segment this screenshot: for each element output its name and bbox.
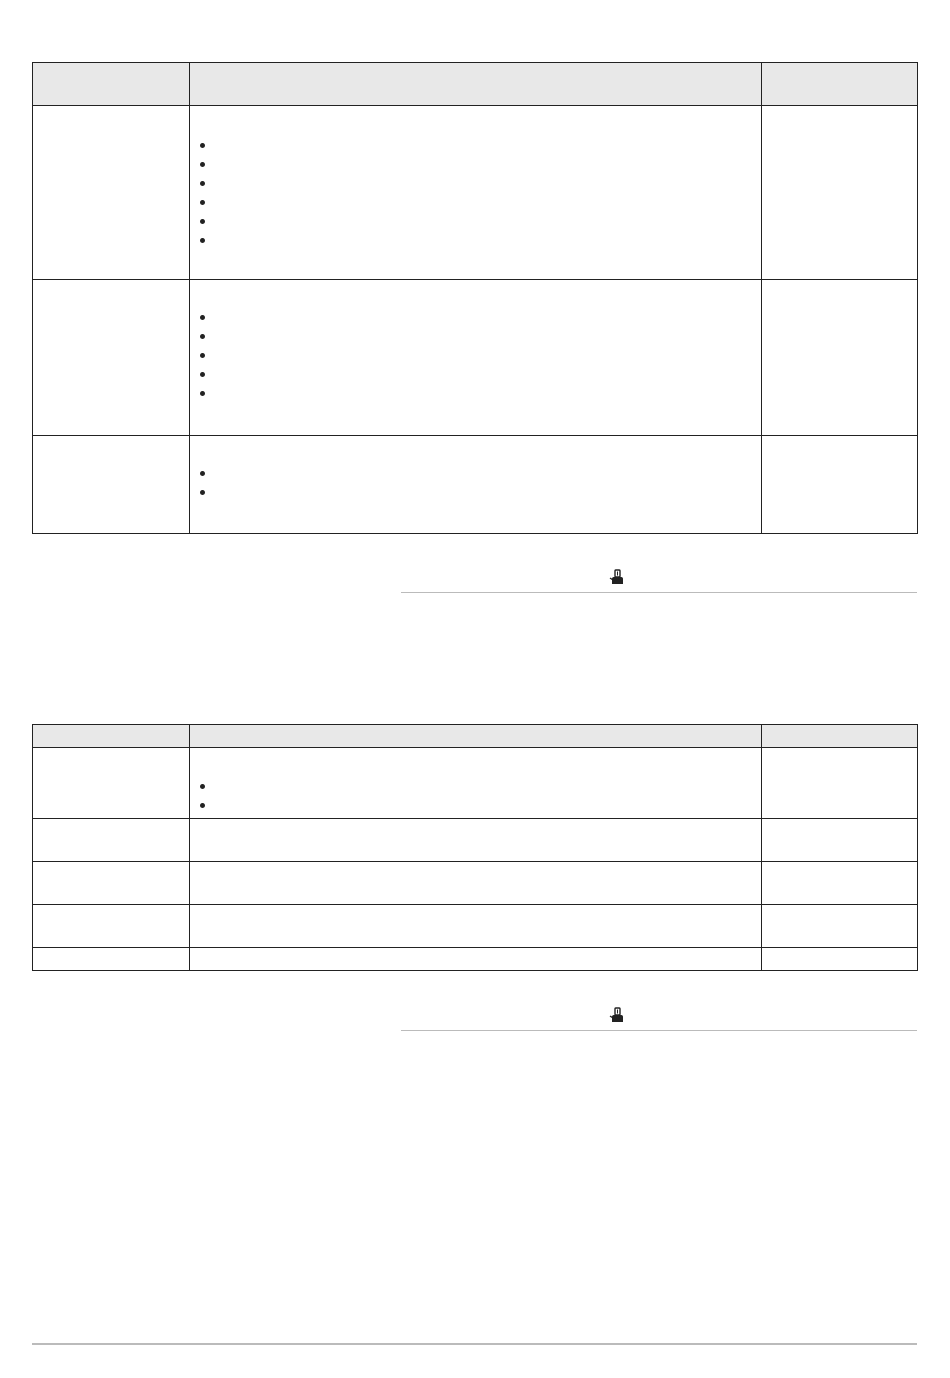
table-cell <box>33 280 190 436</box>
bullet-item <box>200 231 761 250</box>
table-cell <box>33 748 190 819</box>
table-cell <box>33 905 190 948</box>
bullet-list <box>190 464 761 502</box>
table-cell <box>190 106 762 280</box>
table-cell <box>762 748 918 819</box>
table-cell <box>190 748 762 819</box>
table-cell <box>190 948 762 971</box>
table-cell <box>762 280 918 436</box>
table-1-header-cell <box>33 63 190 106</box>
table-cell <box>33 948 190 971</box>
table-row <box>33 905 918 948</box>
table-cell <box>33 106 190 280</box>
table-cell <box>190 819 762 862</box>
table-row <box>33 436 918 534</box>
table-row <box>33 748 918 819</box>
table-2-header-cell <box>762 725 918 748</box>
bullet-item <box>200 777 761 796</box>
table-row <box>33 862 918 905</box>
bullet-item <box>200 212 761 231</box>
table-2 <box>32 724 918 971</box>
service-technician-icon <box>609 1007 625 1023</box>
table-1 <box>32 62 918 534</box>
bullet-item <box>200 464 761 483</box>
table-row <box>33 948 918 971</box>
bullet-list <box>190 136 761 250</box>
bullet-item <box>200 308 761 327</box>
table-cell <box>762 436 918 534</box>
bullet-item <box>200 384 761 403</box>
bullet-item <box>200 136 761 155</box>
footer-divider <box>32 1343 917 1345</box>
table-1-header-cell <box>190 63 762 106</box>
table-cell <box>762 106 918 280</box>
table-cell <box>190 862 762 905</box>
bullet-item <box>200 193 761 212</box>
table-2-header-cell <box>33 725 190 748</box>
bullet-item <box>200 483 761 502</box>
table-cell <box>190 905 762 948</box>
table-1-header-cell <box>762 63 918 106</box>
table-cell <box>33 436 190 534</box>
bullet-list <box>190 777 761 815</box>
table-cell <box>33 819 190 862</box>
bullet-item <box>200 365 761 384</box>
bullet-item <box>200 796 761 815</box>
table-1-header-row <box>33 63 918 106</box>
table-cell <box>762 819 918 862</box>
bullet-list <box>190 308 761 403</box>
bullet-item <box>200 155 761 174</box>
bullet-item <box>200 174 761 193</box>
table-cell <box>190 280 762 436</box>
bullet-item <box>200 346 761 365</box>
table-row <box>33 106 918 280</box>
bullet-item <box>200 327 761 346</box>
table-cell <box>762 948 918 971</box>
table-row <box>33 819 918 862</box>
table-cell <box>190 436 762 534</box>
table-cell <box>33 862 190 905</box>
table-cell <box>762 862 918 905</box>
table-cell <box>762 905 918 948</box>
section-divider <box>401 592 917 593</box>
table-2-header-row <box>33 725 918 748</box>
table-2-header-cell <box>190 725 762 748</box>
service-technician-icon <box>609 569 625 585</box>
table-row <box>33 280 918 436</box>
section-divider <box>401 1030 917 1031</box>
